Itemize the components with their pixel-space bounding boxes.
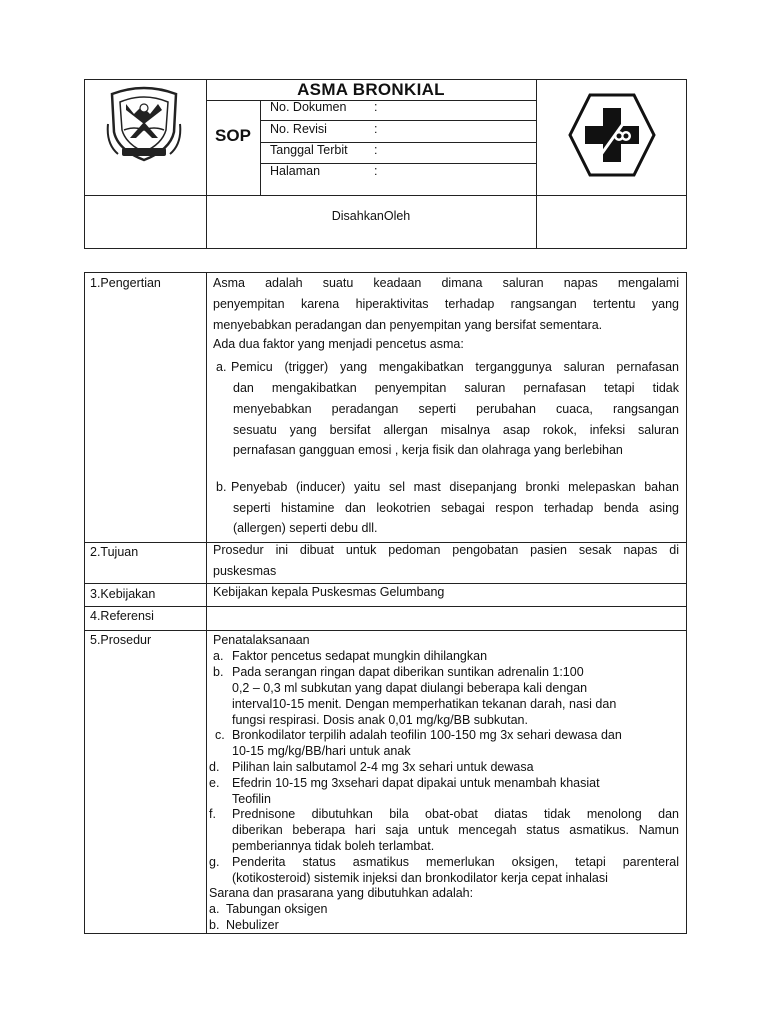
item-b-line: seperti histamine dan leokotrien sebagai respon terhadap benda asing xyxy=(233,501,679,515)
pengertian-line: menyebabkan peradangan dan penyempitan yang bersifat sementara. xyxy=(213,318,603,332)
puskesmas-logo xyxy=(568,92,656,178)
sarana-item: Nebulizer xyxy=(226,918,279,932)
item-a-line: menyebabkan peradangan seperti perubahan cuaca, rangsangan xyxy=(233,402,679,416)
prosedur-line: Prednisone dibutuhkan bila obat-obat diatas tidak menolong dan xyxy=(232,807,679,821)
header-border-right xyxy=(686,79,687,249)
section-label-referensi: 4.Referensi xyxy=(90,609,154,623)
tujuan-line: Prosedur ini dibuat untuk pedoman pengobatan pasien sesak napas di xyxy=(213,543,679,557)
table-border-left xyxy=(84,272,85,934)
regional-emblem-logo xyxy=(104,84,184,164)
prosedur-heading: Penatalaksanaan xyxy=(213,633,310,647)
table-border-right xyxy=(686,272,687,934)
sop-col-divider xyxy=(260,100,261,195)
meta-label-tanggal-terbit: Tanggal Terbit xyxy=(270,143,348,157)
prosedur-marker: d. xyxy=(209,760,220,774)
meta-label-halaman: Halaman xyxy=(270,164,321,178)
row-divider xyxy=(84,606,687,607)
prosedur-marker: f. xyxy=(209,807,216,821)
meta-colon: : xyxy=(374,100,378,114)
row-divider xyxy=(84,630,687,631)
meta-label-no-dokumen: No. Dokumen xyxy=(270,100,347,114)
header-border-bottom xyxy=(84,248,687,249)
header-col-divider-1 xyxy=(206,79,207,249)
prosedur-line: Faktor pencetus sedapat mungkin dihilangkan xyxy=(232,649,488,663)
prosedur-line: (kotikosteroid) sistemik injeksi dan bronkodilator kerja cepat inhalasi xyxy=(232,871,608,885)
item-a-line: pernafasan gangguan emosi , kerja fisik dan olahraga yang berlebihan xyxy=(233,443,623,457)
item-b-line: Penyebab (inducer) yaitu sel mast disepanjang bronki melepaskan bahan xyxy=(231,480,679,494)
prosedur-line: Teofilin xyxy=(232,792,271,806)
prosedur-marker: b. xyxy=(213,665,224,679)
header-row-divider xyxy=(84,195,687,196)
section-label-kebijakan: 3.Kebijakan xyxy=(90,587,156,601)
prosedur-line: Bronkodilator terpilih adalah teofilin 100-150 mg 3x sehari dewasa dan xyxy=(232,728,622,742)
factor-intro: Ada dua faktor yang menjadi pencetus asma: xyxy=(213,337,464,351)
prosedur-line: fungsi respirasi. Dosis anak 0,01 mg/kg/BB subkutan. xyxy=(232,713,528,727)
prosedur-marker: c. xyxy=(215,728,225,742)
prosedur-marker: e. xyxy=(209,776,220,790)
table-border-bottom xyxy=(84,933,687,934)
prosedur-line: Pada serangan ringan dapat diberikan suntikan adrenalin 1:100 xyxy=(232,665,584,679)
pengertian-line: penyempitan karena hiperaktivitas terhadap rangsangan tertentu yang xyxy=(213,297,679,311)
item-b-line: (allergen) seperti debu dll. xyxy=(233,521,378,535)
approved-by-label: DisahkanOleh xyxy=(331,209,411,223)
tujuan-line: puskesmas xyxy=(213,564,277,578)
meta-label-no-revisi: No. Revisi xyxy=(270,122,327,136)
prosedur-line: Efedrin 10-15 mg 3xsehari dapat dipakai untuk menambah khasiat xyxy=(232,776,600,790)
sarana-marker: a. xyxy=(209,902,220,916)
sop-label: SOP xyxy=(215,126,251,145)
sarana-item: Tabungan oksigen xyxy=(226,902,328,916)
header-col-divider-2 xyxy=(536,79,537,249)
pengertian-line: Asma adalah suatu keadaan dimana saluran napas mengalami xyxy=(213,276,679,290)
section-label-prosedur: 5.Prosedur xyxy=(90,633,152,647)
prosedur-line: 10-15 mg/kg/BB/hari untuk anak xyxy=(232,744,411,758)
item-a-line: sesuatu yang bersifat allergan misalnya asap rokok, infeksi saluran xyxy=(233,423,679,437)
item-b-marker: b. xyxy=(216,480,227,494)
prosedur-line: interval10-15 menit. Dengan memperhatikan tekanan darah, nasi dan xyxy=(232,697,617,711)
prosedur-line: pemberiannya tidak boleh terlambat. xyxy=(232,839,435,853)
meta-colon: : xyxy=(374,122,378,136)
meta-colon: : xyxy=(374,143,378,157)
item-a-line: dan mengakibatkan penyempitan saluran pernafasan tetapi tidak xyxy=(233,381,679,395)
item-a-marker: a. xyxy=(216,360,227,374)
item-a-line: Pemicu (trigger) yang mengakibatkan terganggunya saluran pernafasan xyxy=(231,360,679,374)
section-label-pengertian: 1.Pengertian xyxy=(90,276,161,290)
prosedur-marker: a. xyxy=(213,649,224,663)
kebijakan-text: Kebijakan kepala Puskesmas Gelumbang xyxy=(213,585,445,599)
table-col-divider xyxy=(206,272,207,934)
header-border-left xyxy=(84,79,85,249)
prosedur-line: 0,2 – 0,3 ml subkutan yang dapat diulangi beberapa kali dengan xyxy=(232,681,588,695)
meta-colon: : xyxy=(374,164,378,178)
section-label-tujuan: 2.Tujuan xyxy=(90,545,139,559)
prosedur-line: diberikan beberapa hari saja untuk mencegah status asmatikus. Namun xyxy=(232,823,679,837)
prosedur-line: Penderita status asmatikus memerlukan oksigen, tetapi parenteral xyxy=(232,855,679,869)
sarana-heading: Sarana dan prasarana yang dibutuhkan adalah: xyxy=(209,886,474,900)
document-title: ASMA BRONKIAL xyxy=(297,80,445,99)
prosedur-line: Pilihan lain salbutamol 2-4 mg 3x sehari untuk dewasa xyxy=(232,760,534,774)
title-underline xyxy=(206,100,536,101)
prosedur-marker: g. xyxy=(209,855,220,869)
meta-divider-1 xyxy=(260,120,536,121)
sarana-marker: b. xyxy=(209,918,220,932)
